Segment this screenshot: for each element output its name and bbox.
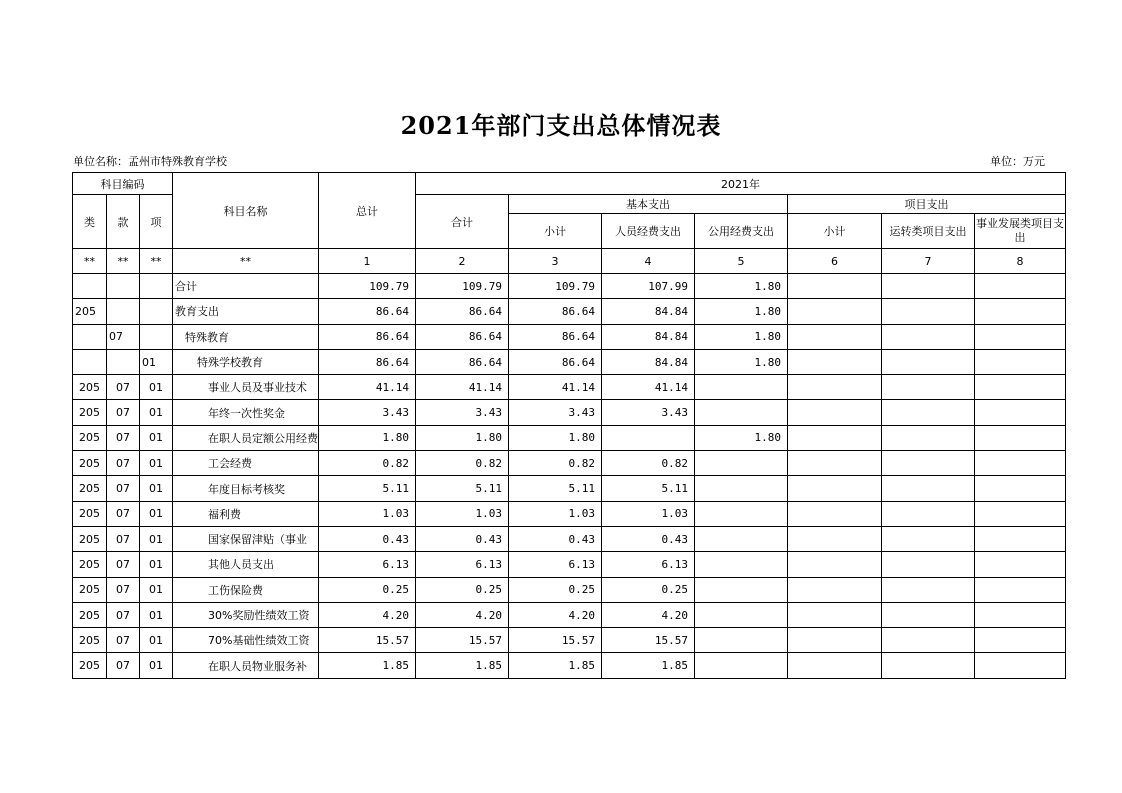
amount-cell-c2: 86.64 <box>416 349 509 374</box>
amount-cell-c7 <box>882 628 975 653</box>
amount-cell-c6 <box>788 324 882 349</box>
code-lei-cell: 205 <box>73 400 107 425</box>
header-year: 2021年 <box>416 173 1066 195</box>
amount-cell-c2: 15.57 <box>416 628 509 653</box>
amount-cell-c3: 1.85 <box>509 653 602 678</box>
header-personnel: 人员经费支出 <box>602 214 695 249</box>
amount-cell-c1: 1.80 <box>319 425 416 450</box>
header-kuan: 款 <box>107 195 140 249</box>
amount-cell-c3: 86.64 <box>509 349 602 374</box>
amount-cell-c8 <box>975 628 1066 653</box>
subject-name-cell: 福利费 <box>173 501 319 526</box>
code-lei-cell: 205 <box>73 628 107 653</box>
amount-cell-c3: 86.64 <box>509 324 602 349</box>
amount-cell-c3: 3.43 <box>509 400 602 425</box>
amount-cell-c5 <box>695 653 788 678</box>
amount-cell-c2: 5.11 <box>416 476 509 501</box>
amount-cell-c4: 3.43 <box>602 400 695 425</box>
amount-cell-c2: 6.13 <box>416 552 509 577</box>
mark-cell: 5 <box>695 249 788 274</box>
amount-cell-c7 <box>882 324 975 349</box>
code-lei-cell <box>73 324 107 349</box>
code-lei-cell: 205 <box>73 451 107 476</box>
amount-cell-c2: 1.85 <box>416 653 509 678</box>
amount-cell-c6 <box>788 602 882 627</box>
code-lei-cell <box>73 349 107 374</box>
amount-cell-c5 <box>695 628 788 653</box>
expenditure-table <box>72 172 1066 679</box>
header-basic-subtotal: 小计 <box>509 214 602 249</box>
header-sum: 合计 <box>416 195 509 249</box>
amount-cell-c5 <box>695 375 788 400</box>
code-lei-cell: 205 <box>73 552 107 577</box>
amount-cell-c1: 41.14 <box>319 375 416 400</box>
amount-cell-c7 <box>882 274 975 299</box>
code-xiang-cell <box>140 299 173 324</box>
subject-name-cell: 国家保留津贴（事业 <box>173 526 319 551</box>
header-xiang: 项 <box>140 195 173 249</box>
amount-cell-c2: 1.80 <box>416 425 509 450</box>
amount-cell-c3: 41.14 <box>509 375 602 400</box>
amount-cell-c4: 4.20 <box>602 602 695 627</box>
amount-cell-c6 <box>788 653 882 678</box>
amount-cell-c4: 84.84 <box>602 299 695 324</box>
mark-cell: 6 <box>788 249 882 274</box>
header-row-1 <box>73 173 1066 195</box>
header-total: 总计 <box>319 173 416 249</box>
mark-cell: ** <box>140 249 173 274</box>
subject-name-cell: 工伤保险费 <box>173 577 319 602</box>
amount-cell-c4: 41.14 <box>602 375 695 400</box>
header-marks-row <box>73 249 1066 274</box>
amount-cell-c1: 86.64 <box>319 349 416 374</box>
code-xiang-cell: 01 <box>140 602 173 627</box>
subject-name-cell: 在职人员物业服务补 <box>173 653 319 678</box>
code-xiang-cell: 01 <box>140 552 173 577</box>
code-kuan-cell: 07 <box>107 577 140 602</box>
amount-cell-c3: 6.13 <box>509 552 602 577</box>
amount-cell-c7 <box>882 501 975 526</box>
subject-name-cell: 特殊教育 <box>173 324 319 349</box>
code-kuan-cell <box>107 274 140 299</box>
code-kuan-cell: 07 <box>107 375 140 400</box>
subject-name-cell: 在职人员定额公用经费 <box>173 425 319 450</box>
amount-cell-c5 <box>695 577 788 602</box>
code-kuan-cell: 07 <box>107 324 140 349</box>
amount-cell-c8 <box>975 324 1066 349</box>
subject-name-cell: 工会经费 <box>173 451 319 476</box>
amount-cell-c3: 4.20 <box>509 602 602 627</box>
amount-cell-c4: 1.85 <box>602 653 695 678</box>
amount-cell-c6 <box>788 526 882 551</box>
table-row <box>73 451 1066 476</box>
amount-cell-c6 <box>788 274 882 299</box>
amount-cell-c5 <box>695 451 788 476</box>
amount-cell-c5 <box>695 476 788 501</box>
amount-cell-c8 <box>975 577 1066 602</box>
code-kuan-cell <box>107 299 140 324</box>
amount-cell-c6 <box>788 476 882 501</box>
code-kuan-cell: 07 <box>107 451 140 476</box>
amount-cell-c2: 86.64 <box>416 299 509 324</box>
amount-cell-c8 <box>975 552 1066 577</box>
amount-cell-c3: 15.57 <box>509 628 602 653</box>
subject-name-cell: 70%基础性绩效工资 <box>173 628 319 653</box>
amount-cell-c7 <box>882 299 975 324</box>
amount-cell-c1: 1.03 <box>319 501 416 526</box>
table-row <box>73 552 1066 577</box>
table-row <box>73 628 1066 653</box>
amount-cell-c5: 1.80 <box>695 299 788 324</box>
amount-cell-c5: 1.80 <box>695 274 788 299</box>
table-row <box>73 653 1066 678</box>
code-xiang-cell <box>140 274 173 299</box>
amount-cell-c7 <box>882 476 975 501</box>
unit-name: 单位名称：孟州市特殊教育学校 <box>73 155 227 168</box>
code-xiang-cell: 01 <box>140 628 173 653</box>
amount-cell-c8 <box>975 425 1066 450</box>
amount-cell-c7 <box>882 526 975 551</box>
header-subject-code: 科目编码 <box>73 173 173 195</box>
table-row <box>73 501 1066 526</box>
amount-cell-c4: 107.99 <box>602 274 695 299</box>
amount-cell-c5 <box>695 526 788 551</box>
page-title: 2021年部门支出总体情况表 <box>400 111 722 140</box>
code-xiang-cell: 01 <box>140 349 173 374</box>
amount-cell-c8 <box>975 602 1066 627</box>
amount-cell-c7 <box>882 375 975 400</box>
amount-cell-c5 <box>695 552 788 577</box>
amount-cell-c7 <box>882 653 975 678</box>
amount-cell-c7 <box>882 602 975 627</box>
code-lei-cell: 205 <box>73 577 107 602</box>
header-project-subtotal: 小计 <box>788 214 882 249</box>
code-xiang-cell <box>140 324 173 349</box>
subject-name-cell: 特殊学校教育 <box>173 349 319 374</box>
code-xiang-cell: 01 <box>140 526 173 551</box>
amount-cell-c4: 84.84 <box>602 324 695 349</box>
amount-cell-c6 <box>788 451 882 476</box>
mark-cell: 7 <box>882 249 975 274</box>
amount-cell-c2: 109.79 <box>416 274 509 299</box>
unit-label: 单位：万元 <box>990 155 1045 168</box>
amount-cell-c8 <box>975 501 1066 526</box>
amount-cell-c3: 109.79 <box>509 274 602 299</box>
code-kuan-cell: 07 <box>107 476 140 501</box>
amount-cell-c5: 1.80 <box>695 349 788 374</box>
amount-cell-c4 <box>602 425 695 450</box>
amount-cell-c4: 0.82 <box>602 451 695 476</box>
amount-cell-c7 <box>882 349 975 374</box>
amount-cell-c1: 86.64 <box>319 299 416 324</box>
amount-cell-c8 <box>975 375 1066 400</box>
code-xiang-cell: 01 <box>140 425 173 450</box>
amount-cell-c2: 0.43 <box>416 526 509 551</box>
amount-cell-c6 <box>788 349 882 374</box>
amount-cell-c7 <box>882 451 975 476</box>
table-row <box>73 526 1066 551</box>
header-lei: 类 <box>73 195 107 249</box>
subject-name-cell: 30%奖励性绩效工资 <box>173 602 319 627</box>
code-lei-cell: 205 <box>73 526 107 551</box>
amount-cell-c4: 84.84 <box>602 349 695 374</box>
mark-cell: 3 <box>509 249 602 274</box>
amount-cell-c2: 0.25 <box>416 577 509 602</box>
code-kuan-cell: 07 <box>107 400 140 425</box>
amount-cell-c8 <box>975 451 1066 476</box>
amount-cell-c2: 3.43 <box>416 400 509 425</box>
table-row <box>73 577 1066 602</box>
amount-cell-c5 <box>695 501 788 526</box>
code-lei-cell <box>73 274 107 299</box>
amount-cell-c4: 0.43 <box>602 526 695 551</box>
amount-cell-c3: 1.03 <box>509 501 602 526</box>
amount-cell-c8 <box>975 349 1066 374</box>
amount-cell-c6 <box>788 628 882 653</box>
subject-name-cell: 年终一次性奖金 <box>173 400 319 425</box>
amount-cell-c2: 1.03 <box>416 501 509 526</box>
amount-cell-c3: 0.43 <box>509 526 602 551</box>
amount-cell-c1: 0.25 <box>319 577 416 602</box>
code-lei-cell: 205 <box>73 602 107 627</box>
code-kuan-cell: 07 <box>107 552 140 577</box>
code-kuan-cell: 07 <box>107 425 140 450</box>
mark-cell: 4 <box>602 249 695 274</box>
amount-cell-c1: 5.11 <box>319 476 416 501</box>
code-xiang-cell: 01 <box>140 653 173 678</box>
code-xiang-cell: 01 <box>140 375 173 400</box>
code-kuan-cell: 07 <box>107 602 140 627</box>
mark-cell: ** <box>173 249 319 274</box>
amount-cell-c3: 0.25 <box>509 577 602 602</box>
code-xiang-cell: 01 <box>140 451 173 476</box>
code-lei-cell: 205 <box>73 653 107 678</box>
amount-cell-c8 <box>975 299 1066 324</box>
amount-cell-c1: 4.20 <box>319 602 416 627</box>
code-xiang-cell: 01 <box>140 501 173 526</box>
code-kuan-cell: 07 <box>107 501 140 526</box>
table-row <box>73 400 1066 425</box>
amount-cell-c6 <box>788 501 882 526</box>
code-xiang-cell: 01 <box>140 476 173 501</box>
header-subject-name: 科目名称 <box>173 173 319 249</box>
code-lei-cell: 205 <box>73 375 107 400</box>
amount-cell-c3: 5.11 <box>509 476 602 501</box>
subject-name-cell: 其他人员支出 <box>173 552 319 577</box>
amount-cell-c3: 0.82 <box>509 451 602 476</box>
code-kuan-cell: 07 <box>107 628 140 653</box>
amount-cell-c7 <box>882 577 975 602</box>
amount-cell-c1: 15.57 <box>319 628 416 653</box>
amount-cell-c8 <box>975 653 1066 678</box>
header-development: 事业发展类项目支出 <box>975 214 1066 249</box>
amount-cell-c1: 0.82 <box>319 451 416 476</box>
amount-cell-c5 <box>695 400 788 425</box>
header-basic: 基本支出 <box>509 195 788 214</box>
amount-cell-c7 <box>882 400 975 425</box>
mark-cell: 8 <box>975 249 1066 274</box>
amount-cell-c6 <box>788 552 882 577</box>
amount-cell-c3: 1.80 <box>509 425 602 450</box>
code-kuan-cell: 07 <box>107 653 140 678</box>
header-operating: 运转类项目支出 <box>882 214 975 249</box>
amount-cell-c5: 1.80 <box>695 324 788 349</box>
amount-cell-c8 <box>975 274 1066 299</box>
amount-cell-c6 <box>788 425 882 450</box>
table-row <box>73 602 1066 627</box>
amount-cell-c7 <box>882 425 975 450</box>
code-kuan-cell <box>107 349 140 374</box>
amount-cell-c1: 1.85 <box>319 653 416 678</box>
mark-cell: 1 <box>319 249 416 274</box>
table-row <box>73 299 1066 324</box>
amount-cell-c3: 86.64 <box>509 299 602 324</box>
table-row <box>73 349 1066 374</box>
amount-cell-c2: 0.82 <box>416 451 509 476</box>
subject-name-cell: 事业人员及事业技术 <box>173 375 319 400</box>
amount-cell-c8 <box>975 476 1066 501</box>
amount-cell-c6 <box>788 400 882 425</box>
amount-cell-c1: 109.79 <box>319 274 416 299</box>
code-lei-cell: 205 <box>73 299 107 324</box>
amount-cell-c1: 3.43 <box>319 400 416 425</box>
code-lei-cell: 205 <box>73 425 107 450</box>
mark-cell: ** <box>107 249 140 274</box>
amount-cell-c4: 6.13 <box>602 552 695 577</box>
amount-cell-c4: 5.11 <box>602 476 695 501</box>
subject-name-cell: 年度目标考核奖 <box>173 476 319 501</box>
amount-cell-c1: 0.43 <box>319 526 416 551</box>
table-row <box>73 274 1066 299</box>
amount-cell-c6 <box>788 299 882 324</box>
mark-cell: 2 <box>416 249 509 274</box>
amount-cell-c5 <box>695 602 788 627</box>
table-row <box>73 375 1066 400</box>
amount-cell-c4: 1.03 <box>602 501 695 526</box>
amount-cell-c1: 6.13 <box>319 552 416 577</box>
amount-cell-c6 <box>788 375 882 400</box>
code-xiang-cell: 01 <box>140 400 173 425</box>
amount-cell-c4: 15.57 <box>602 628 695 653</box>
amount-cell-c2: 86.64 <box>416 324 509 349</box>
amount-cell-c1: 86.64 <box>319 324 416 349</box>
amount-cell-c6 <box>788 577 882 602</box>
table-row <box>73 324 1066 349</box>
code-kuan-cell: 07 <box>107 526 140 551</box>
subject-name-cell: 合计 <box>173 274 319 299</box>
amount-cell-c2: 4.20 <box>416 602 509 627</box>
code-lei-cell: 205 <box>73 501 107 526</box>
amount-cell-c4: 0.25 <box>602 577 695 602</box>
table-row <box>73 476 1066 501</box>
header-public: 公用经费支出 <box>695 214 788 249</box>
amount-cell-c7 <box>882 552 975 577</box>
table-row <box>73 425 1066 450</box>
code-lei-cell: 205 <box>73 476 107 501</box>
amount-cell-c8 <box>975 526 1066 551</box>
amount-cell-c2: 41.14 <box>416 375 509 400</box>
amount-cell-c5: 1.80 <box>695 425 788 450</box>
header-project: 项目支出 <box>788 195 1066 214</box>
amount-cell-c8 <box>975 400 1066 425</box>
mark-cell: ** <box>73 249 107 274</box>
code-xiang-cell: 01 <box>140 577 173 602</box>
subject-name-cell: 教育支出 <box>173 299 319 324</box>
